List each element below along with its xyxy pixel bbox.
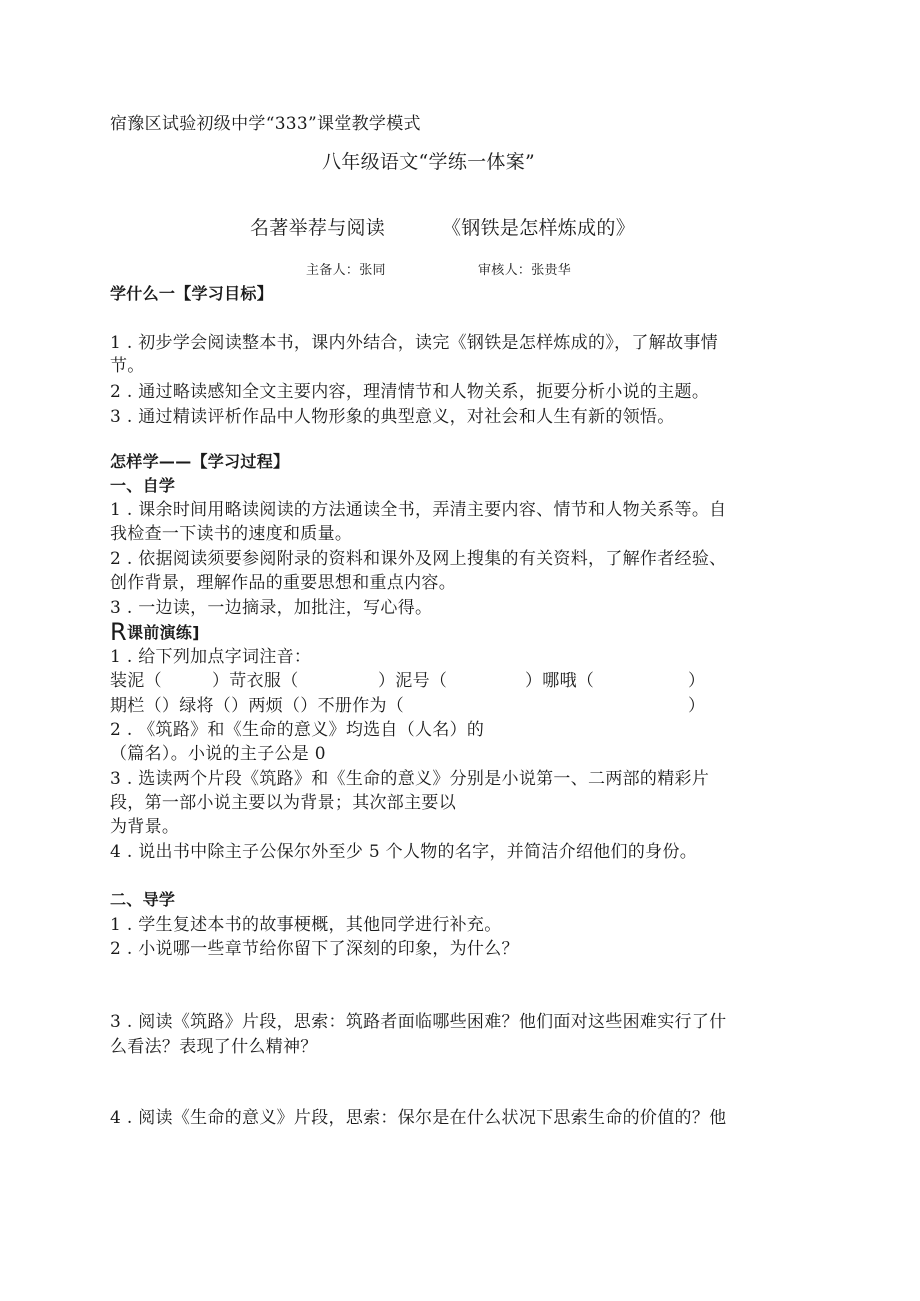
guided-line: 3 . 阅读《筑路》片段，思索：筑路者面临哪些困难？他们面对这些困难实行了什 — [110, 1012, 727, 1032]
lesson-title-part2: 《钢铁是怎样炼成的》 — [442, 217, 636, 239]
practice-prefix: R — [110, 618, 127, 646]
reviewer: 审核人：张贵华 — [478, 263, 572, 278]
pinyin-cell: ）泥号（ — [378, 671, 448, 691]
practice-line: 为背景。 — [110, 817, 180, 837]
pinyin-cell: 期栏（）绿将（）两烦（）不册作为（ — [110, 696, 405, 716]
school-header: 宿豫区试验初级中学“333”课堂教学模式 — [110, 114, 421, 134]
practice-line: 2 . 《筑路》和《生命的意义》均选自（人名）的 — [110, 720, 485, 740]
self-study-line: 3 . 一边读，一边摘录，加批注，写心得。 — [110, 598, 433, 618]
practice-heading-text: 课前演练] — [126, 623, 200, 642]
practice-heading — [110, 620, 200, 645]
process-heading: 怎样学——【学习过程】 — [110, 452, 290, 471]
self-study-heading: 一、自学 — [110, 476, 176, 495]
pinyin-cell: ）哪哦（ — [525, 671, 595, 691]
lesson-title-part1: 名著举荐与阅读 — [250, 217, 386, 239]
guided-line: 1 . 学生复述本书的故事梗概，其他同学进行补充。 — [110, 915, 502, 935]
pinyin-cell: 装泥（ — [110, 671, 162, 691]
pinyin-cell: ） — [688, 671, 706, 691]
practice-line: 4 . 说出书中除主子公保尔外至少 5 个人物的名字，并简洁介绍他们的身份。 — [110, 842, 698, 862]
practice-line: 3 . 选读两个片段《筑路》和《生命的意义》分别是小说第一、二两部的精彩片 — [110, 769, 710, 789]
goal-line: 2 . 通过略读感知全文主要内容，理清情节和人物关系，扼要分析小说的主题。 — [110, 382, 710, 402]
goals-heading: 学什么一【学习目标】 — [110, 284, 274, 303]
preparer: 主备人：张同 — [306, 263, 386, 278]
pinyin-cell: ）苛衣服（ — [212, 671, 299, 691]
practice-line: 段，第一部小说主要以为背景；其次部主要以 — [110, 793, 456, 813]
guided-line: 2 . 小说哪一些章节给你留下了深刻的印象，为什么？ — [110, 939, 519, 959]
subject-title: 八年级语文“学练一体案” — [322, 151, 536, 173]
goal-line: 1 . 初步学会阅读整本书，课内外结合，读完《钢铁是怎样炼成的》，了解故事情 — [110, 333, 718, 353]
self-study-line: 2 . 依据阅读须要参阅附录的资料和课外及网上搜集的有关资料，了解作者经验、 — [110, 549, 727, 569]
self-study-line: 我检查一下读书的速度和质量。 — [110, 524, 353, 544]
practice-line: 1 . 给下列加点字词注音： — [110, 647, 312, 667]
guided-line: 4 . 阅读《生命的意义》片段，思索：保尔是在什么状况下思索生命的价值的？他 — [110, 1108, 727, 1128]
guided-heading: 二、导学 — [110, 890, 176, 909]
practice-line: （篇名）。小说的主子公是 0 — [110, 744, 326, 764]
self-study-line: 创作背景，理解作品的重要思想和重点内容。 — [110, 573, 456, 593]
pinyin-cell: ） — [688, 696, 706, 716]
goal-line: 3 . 通过精读评析作品中人物形象的典型意义，对社会和人生有新的领悟。 — [110, 407, 675, 427]
goal-line: 节。 — [110, 356, 145, 376]
self-study-line: 1 . 课余时间用略读阅读的方法通读全书，弄清主要内容、情节和人物关系等。自 — [110, 500, 727, 520]
guided-line: 么看法？表现了什么精神？ — [110, 1037, 318, 1057]
